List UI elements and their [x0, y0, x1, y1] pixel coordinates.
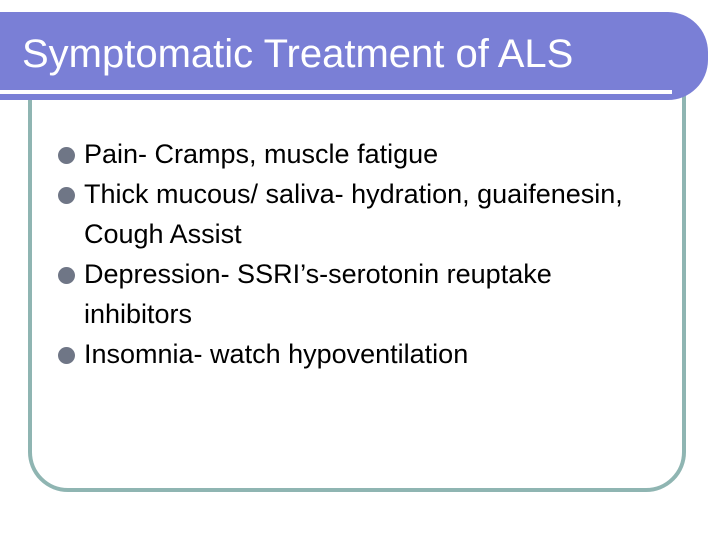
slide-title: Symptomatic Treatment of ALS: [22, 32, 574, 76]
bullet-text: Thick mucous/ saliva- hydration, guaifenesin, Cough Assist: [84, 179, 623, 249]
bullet-dot-icon: [58, 147, 75, 164]
bullet-text: Pain- Cramps, muscle fatigue: [84, 139, 439, 169]
bullet-item: [58, 134, 658, 174]
bullet-dot-icon: [58, 347, 75, 364]
title-underline: [0, 90, 672, 94]
bullet-dot-icon: [58, 187, 75, 204]
bullet-item: [58, 174, 658, 254]
bullet-list: [58, 134, 658, 374]
bullet-text: Insomnia- watch hypoventilation: [84, 339, 469, 369]
bullet-item: [58, 334, 658, 374]
bullet-text: Depression- SSRI’s-serotonin reuptake inhibitors: [84, 259, 552, 329]
bullet-item: [58, 254, 658, 334]
bullet-dot-icon: [58, 267, 75, 284]
